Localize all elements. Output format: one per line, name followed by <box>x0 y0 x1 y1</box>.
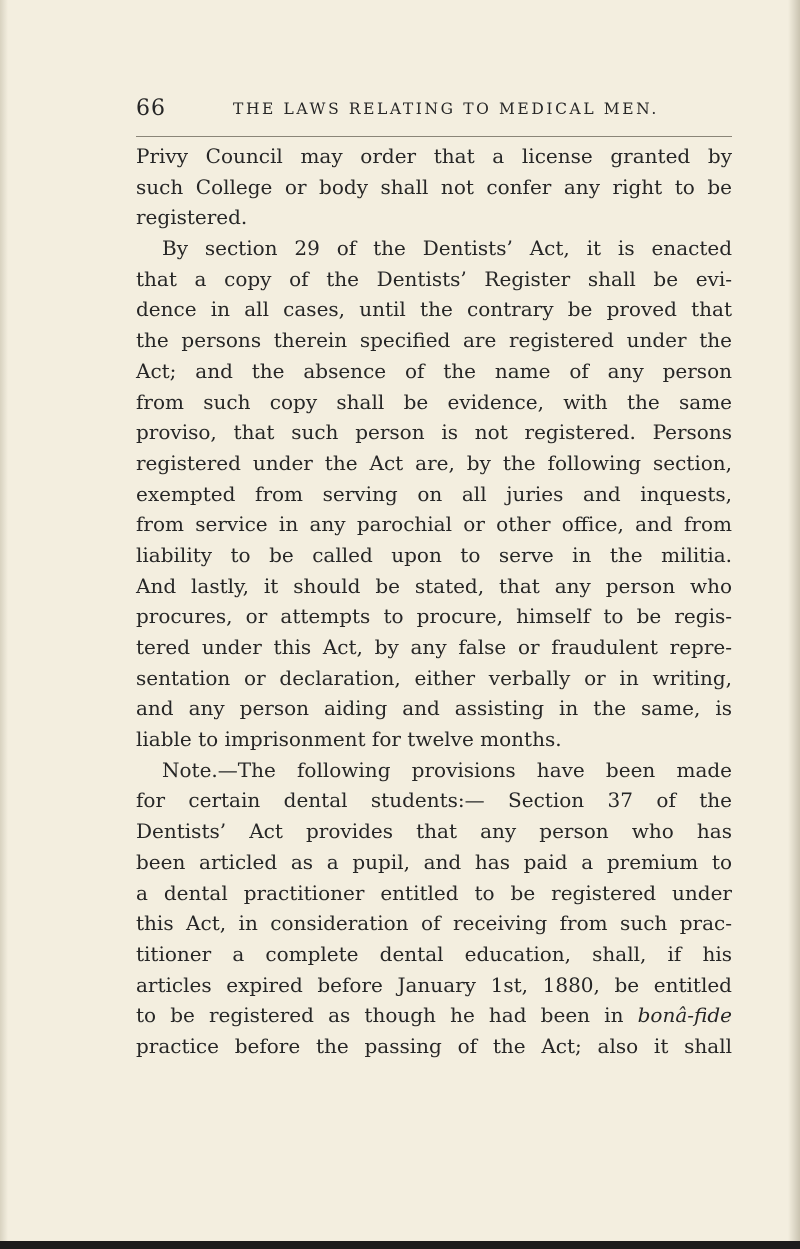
text-line: liable to imprisonment for twelve months. <box>136 727 562 752</box>
text-line: titioner a complete dental education, shall, if his <box>136 941 732 966</box>
text-line: procures, or attempts to procure, himself to be regis- <box>136 604 732 629</box>
text-line: that a copy of the Dentists’ Register shall be evi- <box>136 266 732 291</box>
text-line: from such copy shall be evidence, with the same <box>136 389 732 414</box>
page-header <box>136 96 732 130</box>
text-line: exempted from serving on all juries and inquests, <box>136 481 732 506</box>
text-line: such College or body shall not confer any right to be <box>136 174 732 199</box>
italic-term: bonâ-fide <box>637 1003 733 1028</box>
text-line: articles expired before January 1st, 1880, be entitled <box>136 972 732 997</box>
body-text <box>136 141 732 1062</box>
text-line: been articled as a pupil, and has paid a premium to <box>136 849 732 874</box>
text-line: By section 29 of the Dentists’ Act, it is enacted <box>162 236 732 261</box>
page-edge-right <box>788 0 800 1249</box>
text-segment: to be registered as though he had been in <box>136 1003 624 1028</box>
text-line: and any person aiding and assisting in the same, is <box>136 696 732 721</box>
text-line: this Act, in consideration of receiving from such prac- <box>136 911 732 936</box>
header-rule <box>136 136 732 137</box>
text-line: liability to be called upon to serve in the militia. <box>136 542 732 567</box>
running-head: THE LAWS RELATING TO MEDICAL MEN. <box>233 100 659 118</box>
text-line: Dentists’ Act provides that any person who has <box>136 819 732 844</box>
text-line: the persons therein specified are registered under the <box>136 328 732 353</box>
text-line: practice before the passing of the Act; also it shall <box>136 1033 732 1058</box>
text-line: registered under the Act are, by the following section, <box>136 450 732 475</box>
text-line: from service in any parochial or other office, and from <box>136 512 732 537</box>
page-bottom-edge <box>0 1241 800 1249</box>
text-line: a dental practitioner entitled to be registered under <box>136 880 732 905</box>
page-number: 66 <box>136 96 166 121</box>
text-line: Privy Council may order that a license granted by <box>136 144 732 168</box>
text-line: dence in all cases, until the contrary be proved that <box>136 297 732 322</box>
text-line: Act; and the absence of the name of any person <box>136 358 732 383</box>
text-line: registered. <box>136 205 248 230</box>
text-line-with-italic <box>136 1000 732 1031</box>
text-line: sentation or declaration, either verbally or in writing, <box>136 665 732 690</box>
text-line: And lastly, it should be stated, that any person who <box>136 573 732 598</box>
page-edge-left <box>0 0 8 1249</box>
text-line: tered under this Act, by any false or fraudulent repre- <box>136 635 732 659</box>
text-line: proviso, that such person is not registered. Persons <box>136 420 732 445</box>
note-line: Note.—The following provisions have been made <box>162 757 732 782</box>
text-line: for certain dental students:— Section 37 of the <box>136 788 732 813</box>
